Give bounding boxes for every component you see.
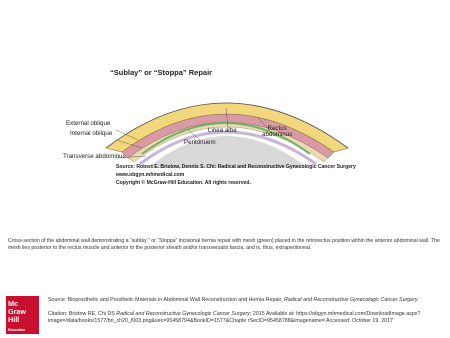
label-external-oblique: External oblique bbox=[66, 120, 111, 127]
figure-title: “Sublay” or “Stoppa” Repair bbox=[110, 68, 213, 77]
figure-source-url[interactable]: www.obgyn.mhmedical.com bbox=[116, 172, 185, 178]
source-prefix: Source: Bioprosthetic and Prosthetic Materials in Abdominal Wall Reconstruction and Hernia Repair, bbox=[48, 297, 284, 303]
logo-wordmark bbox=[8, 300, 26, 324]
citation-prefix: Citation: Bristow RE, Chi DS bbox=[48, 311, 117, 317]
label-transverse-abdominus: Transverse abdominus bbox=[63, 153, 126, 160]
mcgraw-hill-logo bbox=[6, 296, 39, 334]
full-citation bbox=[48, 311, 444, 325]
logo-line-graw: Graw bbox=[8, 307, 26, 316]
logo-line-mc: Mc bbox=[8, 299, 18, 308]
label-peritoneum: Peritonuem bbox=[184, 139, 216, 146]
figure-copyright: Copyright © McGraw-Hill Education. All rights reserved. bbox=[116, 180, 251, 186]
citation-url-access[interactable]: ; 2015 Available at: https://obgyn.mhmedical.com/DownloadImage.aspx?image=/data/books/1577/bri_ch20_f003.png&sec=95458794&BookID=1577&Chapte rSecID=95458788&imagename= Accessed: October 19, 2017 bbox=[48, 311, 421, 324]
figure-source-line: Source: Robert E. Bristow, Dennis S. Chi: Radical and Reconstructive Gynecologic Cancer Surgery bbox=[116, 164, 356, 170]
citation-book-title: Radical and Reconstructive Gynecologic Cancer Surgery bbox=[116, 311, 250, 317]
figure-caption: Cross-section of the abdominal wall demonstrating a “sublay ” or “Stoppa” incisional hernia repair with mesh (green) placed in the retrorectus position within the anterior abdominal wall. The mesh lies posterior to the rectus muscle and anterior to the posterior sheath and/or transversalis fascia, and is, thus, extraperitoneal. bbox=[8, 238, 440, 252]
logo-line-hill: Hill bbox=[8, 315, 20, 324]
label-internal-oblique: Internal oblique bbox=[70, 130, 113, 137]
label-rectus-abdominus: Rectus abdominus bbox=[262, 125, 293, 139]
logo-education: Education bbox=[8, 328, 26, 332]
source-citation bbox=[48, 297, 444, 304]
label-linea-alba: Linea alba bbox=[208, 127, 237, 134]
source-book-title: Radical and Reconstructive Gynecologic Cancer Surgery bbox=[283, 297, 418, 303]
